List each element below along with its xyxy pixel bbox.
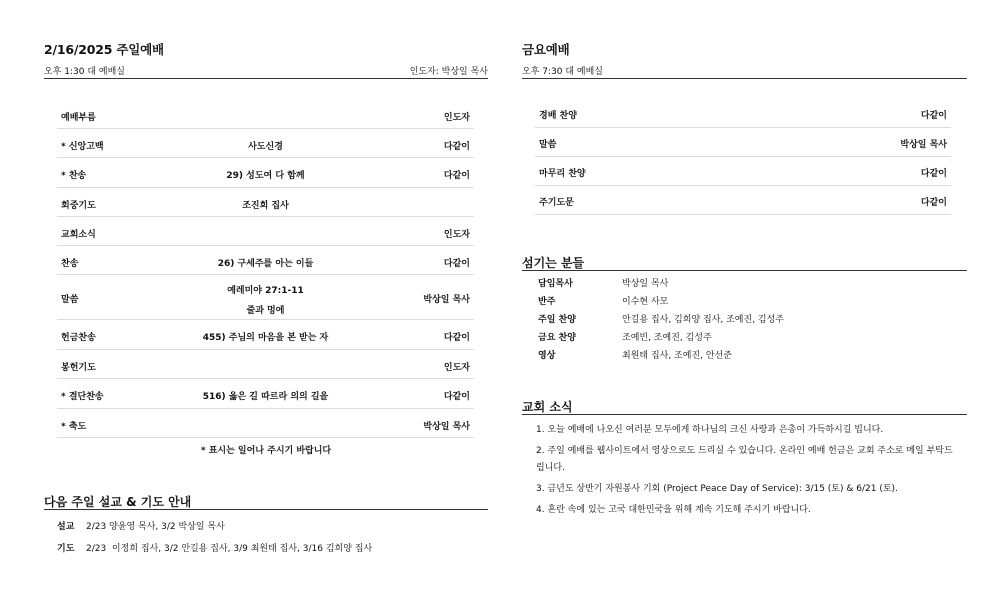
order-item-name: 헌금찬송	[61, 333, 96, 343]
server-names: 조예빈, 조예진, 김성주	[622, 333, 712, 343]
friday-order-row	[535, 157, 951, 186]
friday-item-leader: 다같이	[920, 169, 947, 179]
order-item-leader: 다같이	[443, 392, 470, 402]
server-names: 이수현 사모	[622, 297, 669, 307]
next-sermon-key: 설교	[57, 522, 75, 532]
order-item-detail: 455) 주님의 마음을 본 받는 자	[202, 333, 329, 343]
church-news-title: 교회 소식	[522, 398, 967, 415]
order-item-name: * 찬송	[61, 171, 87, 181]
server-role: 반주	[538, 297, 556, 307]
friday-order-row	[535, 186, 951, 215]
server-role: 담임목사	[538, 279, 573, 289]
friday-item-name: 마무리 찬양	[539, 169, 586, 179]
friday-order-row	[535, 128, 951, 157]
friday-item-leader: 다같이	[920, 111, 947, 121]
friday-item-name: 주기도문	[539, 198, 574, 208]
sunday-order-table	[57, 100, 474, 438]
order-item-detail: 사도신경	[248, 142, 283, 152]
friday-item-leader: 다같이	[920, 198, 947, 208]
order-row	[57, 379, 474, 409]
friday-service-location: 오후 7:30 대 예배실	[522, 67, 603, 77]
order-item-leader: 인도자	[443, 230, 470, 240]
next-week-title: 다음 주일 설교 & 기도 안내	[44, 493, 488, 510]
news-item: 4. 혼란 속에 있는 고국 대한민국을 위해 계속 기도해 주시기 바랍니다.	[536, 505, 811, 515]
friday-order-table	[535, 99, 951, 215]
sermon-title: 줄과 멍에	[246, 306, 285, 316]
server-names: 안길용 집사, 김희양 집사, 조예진, 김성주	[622, 315, 784, 325]
next-prayer-key: 기도	[57, 544, 75, 554]
order-item-leader: 다같이	[443, 142, 470, 152]
server-names: 최원태 집사, 조예진, 안선준	[622, 351, 732, 361]
server-role: 영상	[538, 351, 556, 361]
sermon-scripture: 예레미야 27:1-11	[227, 286, 304, 296]
order-item-leader: 박상일 목사	[423, 295, 470, 305]
sunday-service-leader: 인도자: 박상일 목사	[409, 67, 488, 77]
news-item: 2. 주일 예배를 웹사이트에서 영상으로도 드리실 수 있습니다. 온라인 예배 헌금은 교회 주소로 메일 부탁드립니다.	[536, 446, 953, 473]
order-row	[57, 320, 474, 350]
order-item-leader: 다같이	[443, 171, 470, 181]
order-item-name: * 신앙고백	[61, 142, 104, 152]
order-item-detail: 29) 성도여 다 함께	[226, 171, 305, 181]
order-item-name: 회중기도	[61, 201, 96, 211]
order-row-sermon	[57, 275, 474, 320]
order-item-name: 말씀	[61, 295, 79, 305]
order-item-name: 교회소식	[61, 230, 96, 240]
order-item-leader: 박상일 목사	[423, 422, 470, 432]
friday-item-leader: 박상일 목사	[900, 140, 947, 150]
order-row	[57, 350, 474, 379]
standing-note: * 표시는 일어나 주시기 바랍니다	[200, 446, 332, 456]
order-row	[57, 246, 474, 275]
sunday-service-location: 오후 1:30 대 예배실	[44, 67, 125, 77]
next-sermon-value: 2/23 양윤영 목사, 3/2 박상일 목사	[86, 522, 225, 532]
friday-order-row	[535, 99, 951, 128]
order-item-name: * 결단찬송	[61, 392, 104, 402]
order-row	[57, 188, 474, 217]
order-item-name: * 축도	[61, 422, 87, 432]
order-item-leader: 인도자	[443, 363, 470, 373]
server-role: 금요 찬양	[538, 333, 576, 343]
next-prayer-value: 2/23 이정희 집사, 3/2 안길용 집사, 3/9 최원태 집사, 3/16 김희양 집사	[86, 544, 373, 554]
order-item-detail: 26) 구세주를 아는 이들	[217, 259, 314, 269]
order-item-name: 찬송	[61, 259, 79, 269]
order-item-leader: 다같이	[443, 259, 470, 269]
friday-service-subtitle	[522, 64, 967, 79]
sunday-service-subtitle	[44, 64, 488, 79]
order-item-leader: 다같이	[443, 333, 470, 343]
friday-service-title: 금요예배	[522, 42, 570, 57]
order-header-leader: 인도자	[443, 113, 470, 123]
news-item: 1. 오늘 예배에 나오신 여러분 모두에게 하나님의 크신 사랑과 은총이 가득하시길 빕니다.	[536, 425, 884, 435]
server-role: 주일 찬양	[538, 315, 576, 325]
server-names: 박상일 목사	[622, 279, 669, 289]
order-item-detail: 조진희 집사	[242, 201, 289, 211]
servers-title: 섬기는 분들	[522, 254, 967, 271]
church-news-list	[536, 422, 956, 523]
news-item: 3. 금년도 상반기 자원봉사 기회 (Project Peace Day of Service): 3/15 (토) & 6/21 (토).	[536, 484, 898, 494]
order-row	[57, 129, 474, 158]
friday-item-name: 말씀	[539, 140, 557, 150]
order-header-name: 예배부름	[61, 113, 96, 123]
order-item-detail: 516) 옳은 길 따르라 의의 길을	[202, 392, 329, 402]
friday-item-name: 경배 찬양	[539, 111, 577, 121]
order-row	[57, 158, 474, 188]
sunday-service-title: 2/16/2025 주일예배	[44, 42, 164, 57]
order-row	[57, 409, 474, 438]
order-item-name: 봉헌기도	[61, 363, 96, 373]
order-row	[57, 217, 474, 246]
order-header-row	[57, 100, 474, 129]
